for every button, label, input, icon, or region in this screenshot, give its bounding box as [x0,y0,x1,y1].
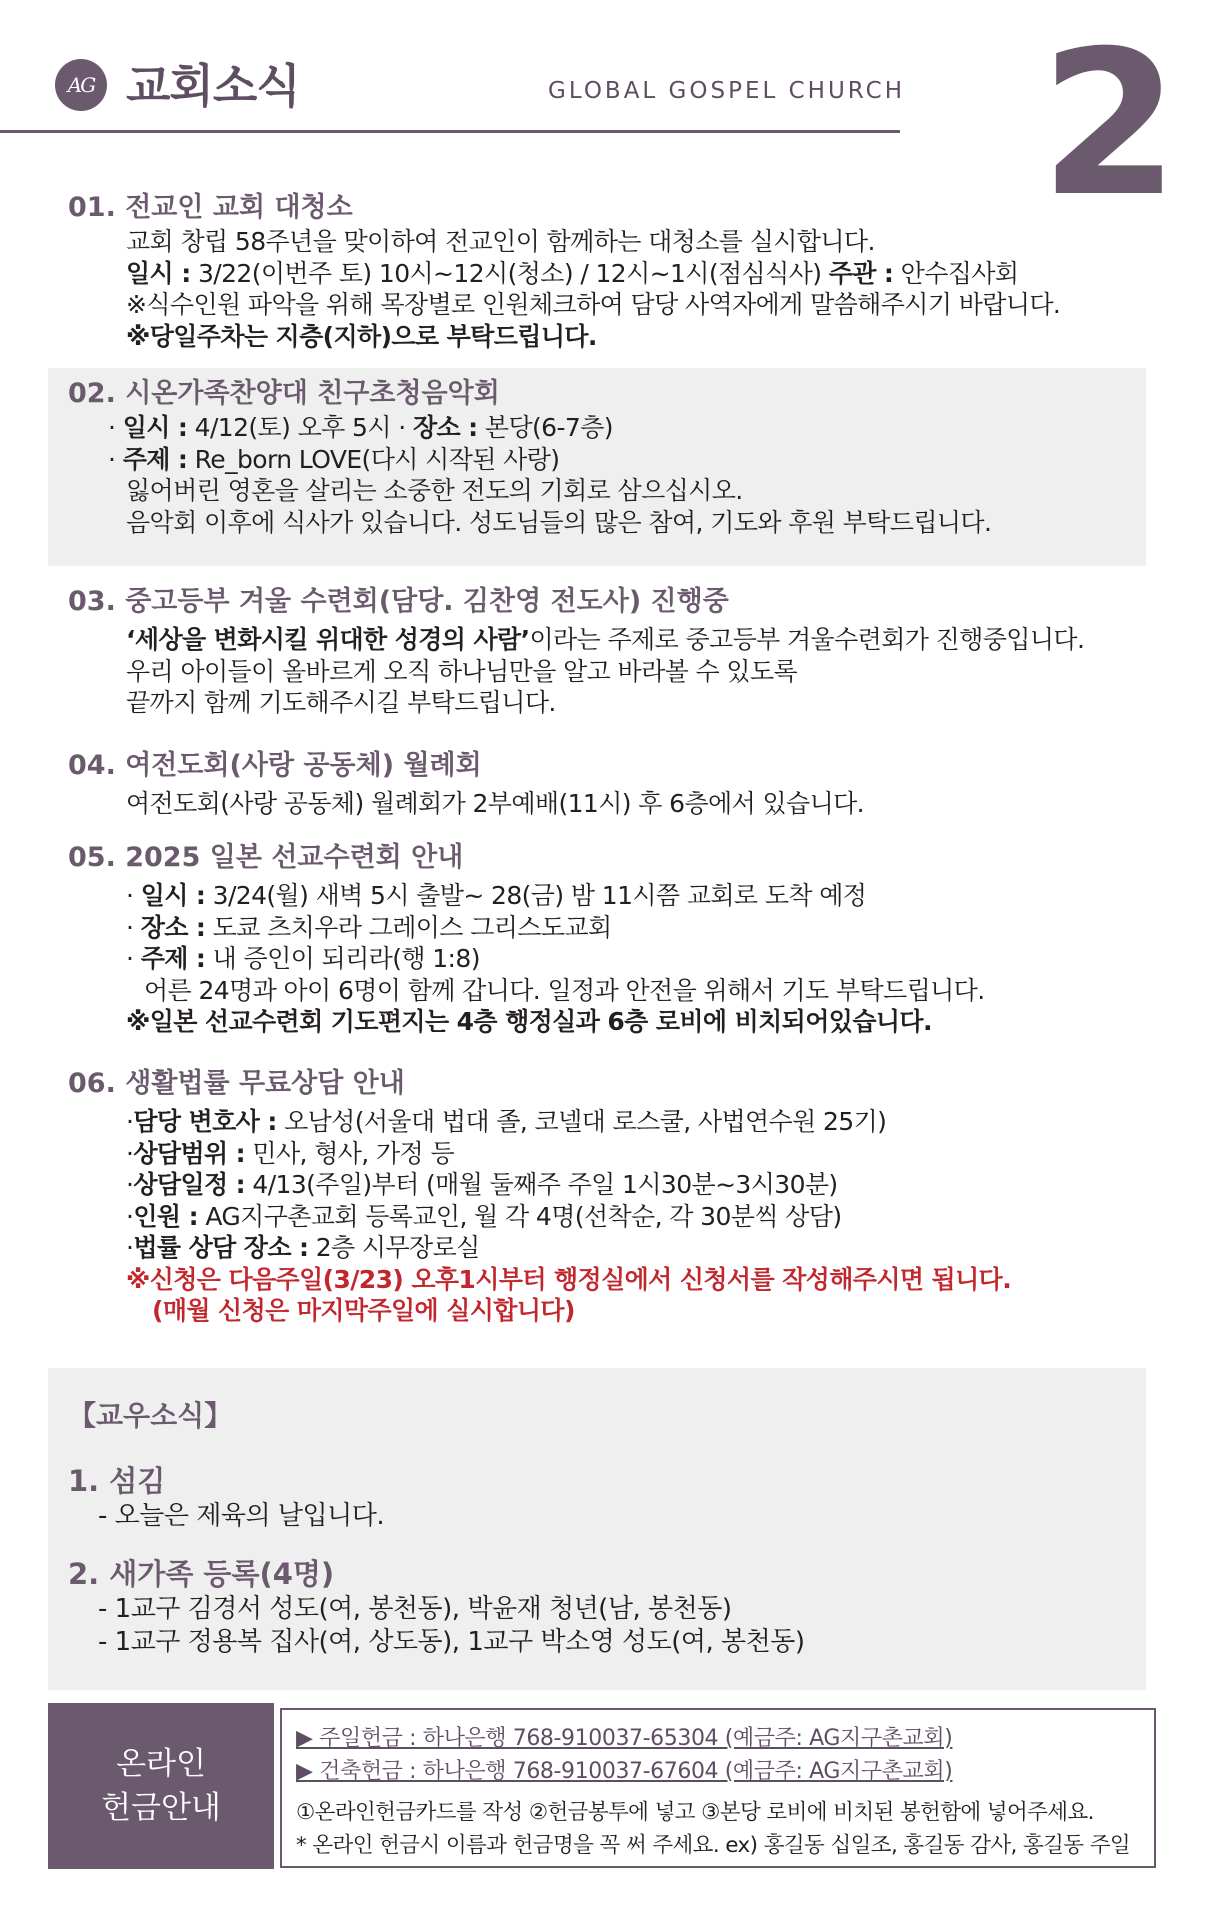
apply-notice: ※신청은 다음주일(3/23) 오후1시부터 행정실에서 신청서를 작성해주시면 됩니다. [126,1264,1012,1294]
body-line-bold: ※당일주차는 지층(지하)으로 부탁드립니다. [126,321,597,351]
member-news [48,1368,1146,1690]
section-title: 05. 2025 일본 선교수련회 안내 [68,842,464,873]
member-news-newfamily-title: 2. 새가족 등록(4명) [68,1557,335,1591]
online-offering-label-line1: 온라인 [116,1746,206,1782]
apply-notice-monthly: (매월 신청은 마지막주일에 실시합니다) [152,1296,575,1325]
body-line: 음악회 이후에 식사가 있습니다. 성도님들의 많은 참여, 기도와 후원 부탁드립니다. [126,507,992,537]
body-line: · 일시 : 4/12(토) 오후 5시 · 장소 : 본당(6-7층) [108,413,613,442]
notice-japan-mission [48,840,1146,1040]
section-title: 01. 전교인 교회 대청소 [68,192,353,223]
host-value: 안수집사회 [893,258,1019,288]
body-line [126,258,1146,290]
member-news-newfamily-1: - 1교구 김경서 성도(여, 봉천동), 박윤재 청년(남, 봉천동) [98,1594,732,1624]
notice-legal-consult [48,1066,1146,1336]
member-news-heading: 【교우소식】 [68,1399,233,1432]
body-line: 여전도회(사랑 공동체) 월례회가 2부예배(11시) 후 6층에서 있습니다. [126,789,865,818]
notice-women-meeting [48,748,1146,828]
section-body [126,788,1146,820]
body-line: · 주제 : Re_born LOVE(다시 시작된 사랑) [108,444,560,474]
member-news-serving: - 오늘은 제육의 날입니다. [98,1501,385,1531]
notice-retreat [48,584,1146,724]
body-line: 교회 창립 58주년을 맞이하여 전교인이 함께하는 대청소를 실시합니다. [126,227,875,256]
section-title: 04. 여전도회(사랑 공동체) 월례회 [68,750,482,781]
church-name: GLOBAL GOSPEL CHURCH [548,78,905,104]
section-body [126,880,1146,1038]
page-title: 교회소식 [126,59,300,113]
body-line: ·담당 변호사 : 오남성(서울대 법대 졸, 코넬대 로스쿨, 사법연수원 25기) [126,1107,887,1136]
body-line: 우리 아이들이 올바르게 오직 하나님만을 알고 바라볼 수 있도록 [126,656,798,686]
body-line: ※식수인원 파악을 위해 목장별로 인원체크하여 담당 사역자에게 말씀해주시기 바랍니다. [126,290,1061,319]
online-offering-label-line2: 헌금안내 [101,1790,221,1826]
date-label: 일시 : [126,258,191,288]
body-line: 어른 24명과 아이 6명이 함께 갑니다. 일정과 안전을 위해서 기도 부탁드립니다. [144,975,985,1005]
body-line: · 주제 : 내 증인이 되리라(행 1:8) [126,944,480,973]
body-line: 끝까지 함께 기도해주시길 부탁드립니다. [126,688,556,717]
body-line: ·상담일정 : 4/13(주일)부터 (매월 둘째주 주일 1시30분~3시30분) [126,1170,838,1199]
body-line: ·법률 상담 장소 : 2층 시무장로실 [126,1233,480,1262]
page-number: 2 [1040,8,1180,241]
notice-concert [48,368,1146,566]
online-offering-info [280,1708,1156,1868]
church-logo-icon: AG [55,59,107,111]
header-divider [0,130,900,133]
section-body [126,1106,1146,1327]
date-value: 3/22(이번주 토) 10시~12시(청소) / 12시~1시(점심식사) [190,258,829,288]
online-offering-label [48,1703,274,1869]
body-line: ·상담범위 : 민사, 형사, 가정 등 [126,1138,454,1168]
body-line: 잃어버린 영혼을 살리는 소중한 전도의 기회로 삼으십시오. [126,476,743,505]
body-line: · 일시 : 3/24(월) 새벽 5시 출발~ 28(금) 밤 11시쯤 교회로 도착 예정 [126,881,867,910]
body-line: ·인원 : AG지구촌교회 등록교인, 월 각 4명(선착순, 각 30분씩 상담) [126,1201,842,1231]
section-body [126,624,1146,719]
section-body [108,412,1146,538]
section-title: 03. 중고등부 겨울 수련회(담당. 김찬영 전도사) 진행중 [68,586,729,617]
body-line: ‘세상을 변화시킬 위대한 성경의 사람’이라는 주제로 중고등부 겨울수련회가 진행중입니다. [126,625,1085,654]
building-offering-account[interactable]: ▶ 건축헌금 : 하나은행 768-910037-67604 (예금주: AG지구촌교회) [296,1759,953,1784]
section-title: 02. 시온가족찬양대 친구초청음악회 [68,378,500,409]
offering-note: * 온라인 헌금시 이름과 헌금명을 꼭 써 주세요. ex) 홍길동 십일조, 홍길동 감사, 홍길동 주일 [296,1833,1131,1858]
body-line: · 장소 : 도쿄 츠치우라 그레이스 그리스도교회 [126,912,612,942]
host-label: 주관 : [828,258,894,288]
member-news-serving-title: 1. 섬김 [68,1464,166,1498]
section-body [126,226,1146,352]
offering-instructions: ①온라인헌금카드를 작성 ②헌금봉투에 넣고 ③본당 로비에 비치된 봉헌함에 넣어주세요. [296,1800,1094,1825]
section-title: 06. 생활법률 무료상담 안내 [68,1068,405,1099]
notice-cleaning [48,190,1146,365]
body-line-bold: ※일본 선교수련회 기도편지는 4층 행정실과 6층 로비에 비치되어있습니다. [126,1007,932,1036]
member-news-newfamily-2: - 1교구 정용복 집사(여, 상도동), 1교구 박소영 성도(여, 봉천동) [98,1627,805,1657]
sunday-offering-account[interactable]: ▶ 주일헌금 : 하나은행 768-910037-65304 (예금주: AG지구촌교회) [296,1726,953,1751]
